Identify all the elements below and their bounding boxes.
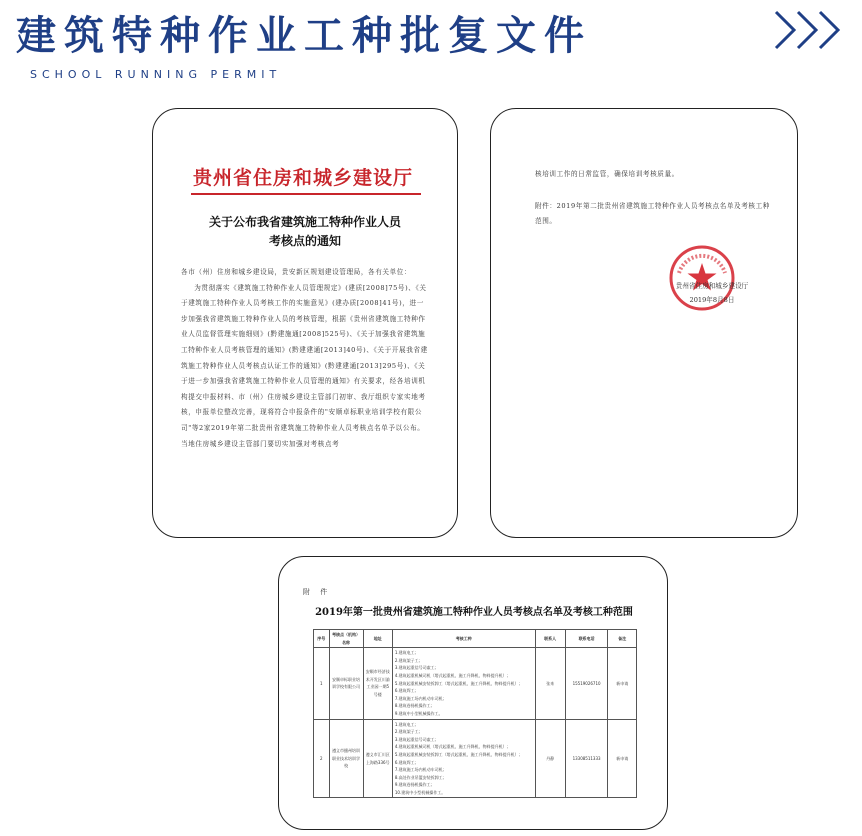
notice-title <box>193 213 417 251</box>
work-type: 10.建筑中小型机械操作工。 <box>394 789 446 795</box>
work-type: 3.建筑起重信号司索工； <box>394 665 439 671</box>
contact-person: 张来 <box>535 648 565 719</box>
chevron-right-icon <box>772 8 852 52</box>
attachment-label: 附 件 <box>303 588 332 596</box>
work-type: 3.建筑起重信号司索工； <box>394 736 439 742</box>
notice-body <box>181 265 429 452</box>
column-header: 考核点（机构）名称 <box>329 630 363 648</box>
site-name: 安顺卓标职业培训学校有限公司 <box>329 648 363 719</box>
document-page-notice <box>152 108 458 538</box>
work-type: 4.建筑起重机械司机（塔式起重机、施工升降机、物料提升机）； <box>394 672 511 678</box>
work-type: 7.建筑施工场内机动车司机； <box>394 767 447 773</box>
work-type: 8.高处作业吊篮安装拆卸工； <box>394 774 447 780</box>
work-type: 2.建筑架子工； <box>394 729 423 735</box>
work-type: 5.建筑起重机械安装拆卸工（塔式起重机、施工升降机、物料提升机）； <box>394 751 523 757</box>
column-header: 序号 <box>314 630 330 648</box>
site-name: 遵义市播州培训职业技术培训学校 <box>329 719 363 798</box>
column-header: 备注 <box>608 630 637 648</box>
work-type: 6.建筑焊工； <box>394 759 419 765</box>
row-number: 1 <box>314 648 330 719</box>
work-type: 9.建筑中小型机械操作工。 <box>394 710 443 716</box>
remark: 新申请 <box>608 719 637 798</box>
page-title: 建筑特种作业工种批复文件 <box>16 13 592 59</box>
work-types <box>392 648 535 719</box>
assessment-sites-table <box>313 629 637 798</box>
notice-salutation: 各市（州）住房和城乡建设局，贵安新区规划建设管理局，各有关单位： <box>181 268 412 276</box>
table-row <box>314 719 637 798</box>
notice-title-line-1: 关于公布我省建筑施工特种作业人员 <box>208 215 401 229</box>
agency-header: 贵州省住房和城乡建设厅 <box>192 167 413 189</box>
attachment-note: 附件：2019年第二批贵州省建筑施工特种作业人员考核点名单及考核工种范围。 <box>535 202 770 225</box>
work-type: 7.建筑施工场内机动车司机； <box>394 695 447 701</box>
table-header-row <box>314 630 637 648</box>
work-type: 2.建筑架子工； <box>394 657 423 663</box>
site-address: 安顺市经济技术开发区川渝工业园一期5号楼 <box>363 648 392 719</box>
work-type: 8.建筑卷扬机操作工； <box>394 703 435 709</box>
work-type: 1.建筑电工； <box>394 650 419 656</box>
header-divider <box>191 193 421 195</box>
row-number: 2 <box>314 719 330 798</box>
work-type: 6.建筑焊工； <box>394 688 419 694</box>
column-header: 联系人 <box>535 630 565 648</box>
notice-paragraph: 为贯彻落实《建筑施工特种作业人员管理规定》(建质[2008]75号)、《关于建筑施工特种作业人员考核工作的实施意见》(建办质[2008]41号)，进一步加强我省建筑施工特种作业人员的考核管理，根据《贵州省建筑施工特种作业人员监督管理实施细则》(黔建施通[2008]525号)、《关于加强我省建筑施工特种作业人员考核管理的通知》(黔建建通[2013]40号)、《关于开展我省建筑施工特种作业人员考核点认证工作的通知》(黔建建通[2013]295号)、《关于进一步加强我省建筑施工特种作业人员管理的通知》有关要求，经各培训机构提交申报材料、市（州）住房城乡建设主管部门初审、我厅组织专家实地考核，申报单位整改完善，现将符合申报条件的"安顺卓标职业培训学校有限公司"等2家2019年第二批贵州省建筑施工特种作业人员考核点名单予以公布。当地住房城乡建设主管部门要切实加强对考核点考 <box>181 283 428 448</box>
work-type: 5.建筑起重机械安装拆卸工（塔式起重机、施工升降机、物料提升机）； <box>394 680 523 686</box>
contact-phone: 15519026710 <box>565 648 608 719</box>
work-type: 4.建筑起重机械司机（塔式起重机、施工升降机、物料提升机）； <box>394 744 511 750</box>
column-header: 地址 <box>363 630 392 648</box>
signing-date: 2019年8月8日 <box>689 296 735 304</box>
work-types <box>392 719 535 798</box>
contact-phone: 13308511333 <box>565 719 608 798</box>
document-page-attachment <box>278 556 668 830</box>
column-header: 考核工种 <box>392 630 535 648</box>
signing-agency: 贵州省住房和城乡建设厅 <box>675 282 749 290</box>
document-page-continued <box>490 108 798 538</box>
remark: 新申请 <box>608 648 637 719</box>
work-type: 1.建筑电工； <box>394 721 419 727</box>
work-type: 9.建筑卷扬机操作工； <box>394 782 435 788</box>
notice-title-line-2: 考核点的通知 <box>268 234 341 248</box>
continued-text: 核培训工作的日常监管，确保培训考核质量。 <box>535 170 679 178</box>
site-address: 遵义市汇川区上海路336号 <box>363 719 392 798</box>
column-header: 联系电话 <box>565 630 608 648</box>
signature-block <box>657 279 767 307</box>
contact-person: 丹静 <box>535 719 565 798</box>
table-row <box>314 648 637 719</box>
attachment-title: 2019年第一批贵州省建筑施工特种作业人员考核点名单及考核工种范围 <box>315 607 633 618</box>
page-subtitle: SCHOOL RUNNING PERMIT <box>30 68 282 81</box>
